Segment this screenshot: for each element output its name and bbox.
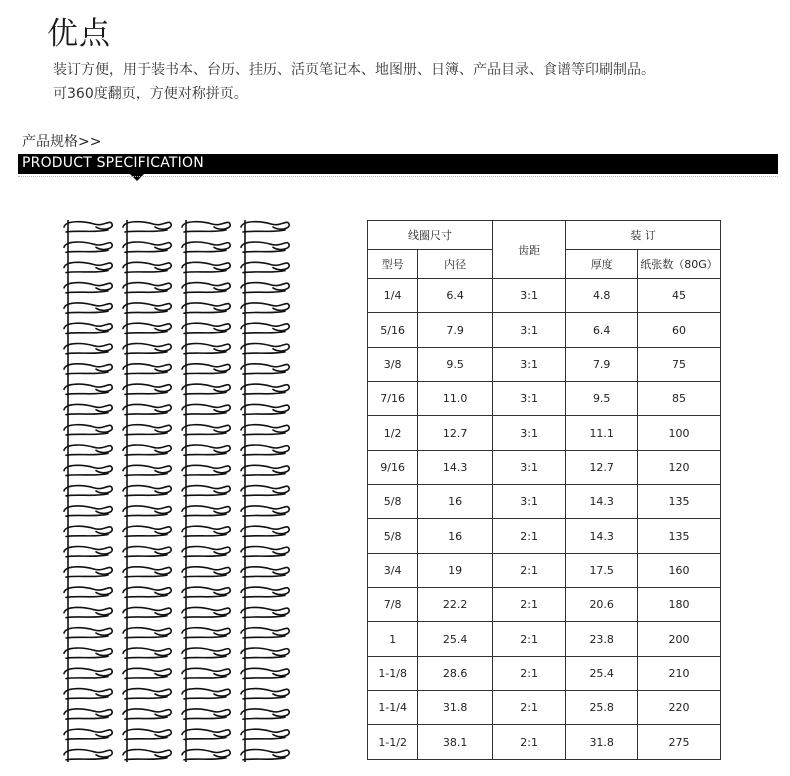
header-wire-size: 线圈尺寸: [368, 221, 493, 250]
table-row: [368, 347, 721, 381]
cell-sheet-count: 60: [638, 313, 721, 347]
cell-pitch: 3:1: [492, 382, 565, 416]
cell-inner-diameter: 7.9: [418, 313, 493, 347]
spec-section-label: 产品规格>>: [22, 134, 102, 150]
cell-size: 1-1/4: [368, 691, 418, 725]
cell-thickness: 25.8: [566, 691, 638, 725]
cell-size: 1-1/2: [368, 725, 418, 760]
cell-sheet-count: 135: [638, 485, 721, 519]
table-row: [368, 622, 721, 656]
cell-thickness: 12.7: [566, 450, 638, 484]
cell-sheet-count: 160: [638, 553, 721, 587]
cell-thickness: 4.8: [566, 279, 638, 313]
cell-inner-diameter: 31.8: [418, 691, 493, 725]
cell-inner-diameter: 9.5: [418, 347, 493, 381]
cell-pitch: 2:1: [492, 656, 565, 690]
table-row: [368, 279, 721, 313]
table-row: [368, 485, 721, 519]
table-row: [368, 725, 721, 760]
cell-sheet-count: 275: [638, 725, 721, 760]
cell-sheet-count: 180: [638, 588, 721, 622]
cell-size: 3/4: [368, 553, 418, 587]
header-thickness: 厚度: [566, 250, 638, 279]
table-row: [368, 416, 721, 450]
cell-size: 1: [368, 622, 418, 656]
cell-sheet-count: 45: [638, 279, 721, 313]
cell-thickness: 9.5: [566, 382, 638, 416]
cell-size: 9/16: [368, 450, 418, 484]
cell-inner-diameter: 25.4: [418, 622, 493, 656]
header-pitch: 齿距: [492, 221, 565, 279]
cell-pitch: 3:1: [492, 313, 565, 347]
table-row: [368, 450, 721, 484]
description-line-1: 装订方便，用于装书本、台历、挂历、活页笔记本、地图册、日簿、产品目录、食谱等印刷制品。: [53, 62, 655, 78]
cell-inner-diameter: 14.3: [418, 450, 493, 484]
product-description: [53, 58, 773, 106]
cell-pitch: 2:1: [492, 519, 565, 553]
cell-sheet-count: 85: [638, 382, 721, 416]
table-row: [368, 656, 721, 690]
cell-thickness: 17.5: [566, 553, 638, 587]
cell-inner-diameter: 38.1: [418, 725, 493, 760]
cell-pitch: 3:1: [492, 450, 565, 484]
cell-sheet-count: 120: [638, 450, 721, 484]
cell-sheet-count: 220: [638, 691, 721, 725]
header-binding: 装 订: [566, 221, 721, 250]
cell-thickness: 11.1: [566, 416, 638, 450]
cell-size: 1/2: [368, 416, 418, 450]
cell-pitch: 3:1: [492, 279, 565, 313]
cell-thickness: 23.8: [566, 622, 638, 656]
header-inner-diameter: 内径: [418, 250, 493, 279]
table-row: [368, 553, 721, 587]
table-row: [368, 519, 721, 553]
cell-size: 5/16: [368, 313, 418, 347]
spec-header-bar: [18, 154, 778, 174]
cell-sheet-count: 75: [638, 347, 721, 381]
cell-thickness: 7.9: [566, 347, 638, 381]
table-row: [368, 691, 721, 725]
cell-pitch: 3:1: [492, 416, 565, 450]
cell-pitch: 2:1: [492, 588, 565, 622]
table-row: [368, 382, 721, 416]
wire-binding-spiral-icon: [58, 214, 308, 762]
header-sheet-count: 纸张数（80G）: [638, 250, 721, 279]
cell-inner-diameter: 28.6: [418, 656, 493, 690]
cell-pitch: 2:1: [492, 553, 565, 587]
cell-sheet-count: 210: [638, 656, 721, 690]
table-row: [368, 588, 721, 622]
cell-sheet-count: 135: [638, 519, 721, 553]
table-row: [368, 313, 721, 347]
cell-thickness: 14.3: [566, 519, 638, 553]
cell-pitch: 3:1: [492, 485, 565, 519]
cell-pitch: 2:1: [492, 691, 565, 725]
cell-inner-diameter: 11.0: [418, 382, 493, 416]
cell-size: 7/16: [368, 382, 418, 416]
cell-thickness: 14.3: [566, 485, 638, 519]
spec-header-label: PRODUCT SPECIFICATION: [22, 155, 204, 171]
cell-pitch: 2:1: [492, 725, 565, 760]
cell-thickness: 31.8: [566, 725, 638, 760]
cell-size: 5/8: [368, 519, 418, 553]
cell-inner-diameter: 16: [418, 485, 493, 519]
cell-pitch: 3:1: [492, 347, 565, 381]
cell-thickness: 20.6: [566, 588, 638, 622]
cell-inner-diameter: 19: [418, 553, 493, 587]
header-size: 型号: [368, 250, 418, 279]
spec-table: [367, 220, 721, 760]
cell-size: 5/8: [368, 485, 418, 519]
cell-size: 1/4: [368, 279, 418, 313]
cell-inner-diameter: 16: [418, 519, 493, 553]
cell-inner-diameter: 12.7: [418, 416, 493, 450]
cell-size: 1-1/8: [368, 656, 418, 690]
cell-thickness: 6.4: [566, 313, 638, 347]
cell-sheet-count: 200: [638, 622, 721, 656]
cell-inner-diameter: 6.4: [418, 279, 493, 313]
cell-inner-diameter: 22.2: [418, 588, 493, 622]
page-title: 优点: [47, 16, 111, 52]
cell-size: 3/8: [368, 347, 418, 381]
spec-divider: [18, 176, 778, 177]
description-line-2: 可360度翻页，方便对称拼页。: [53, 86, 248, 102]
cell-size: 7/8: [368, 588, 418, 622]
cell-pitch: 2:1: [492, 622, 565, 656]
cell-thickness: 25.4: [566, 656, 638, 690]
cell-sheet-count: 100: [638, 416, 721, 450]
